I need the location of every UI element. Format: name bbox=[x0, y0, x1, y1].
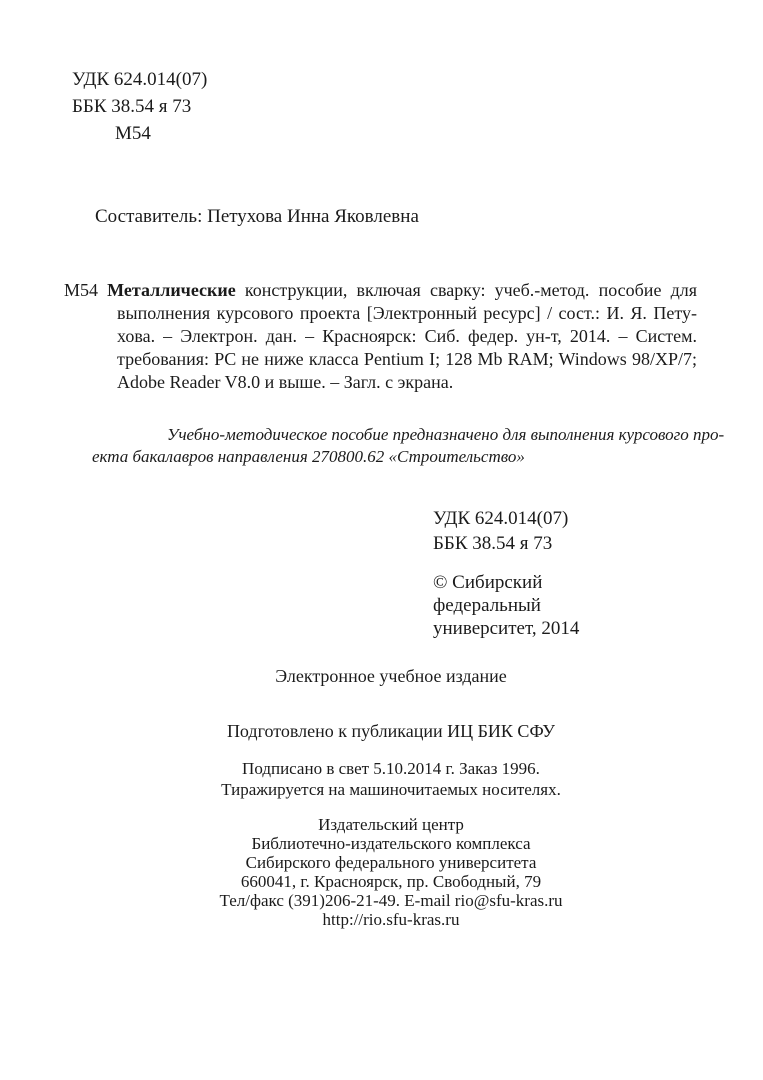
catalog-entry bbox=[64, 279, 697, 394]
annotation-line-2: екта бакалавров направления 270800.62 «Строительство» bbox=[92, 447, 525, 466]
compiler-line: Составитель: Петухова Инна Яковлевна bbox=[95, 206, 419, 227]
entry-line-5: Adobe Reader V8.0 и выше. – Загл. с экрана. bbox=[117, 372, 454, 392]
copyright-block bbox=[433, 571, 579, 640]
copyright-line-2: федеральный bbox=[433, 595, 541, 616]
annotation-line-1: Учебно-методическое пособие предназначено для выполнения курсового про- bbox=[167, 425, 725, 444]
entry-line-3: хова. – Электрон. дан. – Красноярск: Сиб. федер. ун-т, 2014. – Систем. bbox=[117, 326, 697, 346]
codes-block bbox=[433, 506, 568, 556]
entry-line-2: выполнения курсового проекта [Электронный ресурс] / сост.: И. Я. Пету- bbox=[117, 303, 697, 323]
entry-line-1 bbox=[64, 279, 697, 302]
publisher-block bbox=[72, 815, 710, 929]
publisher-line-1: Издательский центр bbox=[318, 815, 464, 834]
udk-code-top: УДК 624.014(07) bbox=[72, 69, 208, 90]
edition-note: Электронное учебное издание bbox=[275, 666, 507, 686]
publisher-line-3: Сибирского федерального университета bbox=[245, 853, 537, 872]
prepared-note: Подготовлено к публикации ИЦ БИК СФУ bbox=[226, 721, 556, 741]
publisher-line-4: 660041, г. Красноярск, пр. Свободный, 79 bbox=[240, 872, 542, 891]
annotation bbox=[92, 424, 725, 468]
udk-code: УДК 624.014(07) bbox=[433, 508, 569, 529]
header-codes bbox=[72, 66, 207, 120]
entry-line-1-rest: конструкции, включая сварку: учеб.-метод. пособие для bbox=[235, 280, 697, 300]
bbk-code-top: ББК 38.54 я 73 bbox=[72, 96, 192, 117]
release-line-1: Подписано в свет 5.10.2014 г. Заказ 1996. bbox=[242, 759, 540, 778]
publisher-line-2: Библиотечно-издательского комплекса bbox=[251, 834, 531, 853]
bbk-code: ББК 38.54 я 73 bbox=[433, 533, 553, 554]
entry-title-bold: Металлические bbox=[107, 280, 236, 300]
release-line-2: Тиражируется на машиночитаемых носителях. bbox=[221, 780, 561, 799]
copyright-line-3: университет, 2014 bbox=[433, 618, 580, 639]
author-sign: М54 bbox=[115, 123, 151, 144]
copyright-line-1: © Сибирский bbox=[433, 572, 543, 593]
release-info bbox=[72, 758, 710, 800]
publisher-phone-email: Тел/факс (391)206-21-49. E-mail rio@sfu-kras.ru bbox=[219, 891, 563, 910]
publisher-url: http://rio.sfu-kras.ru bbox=[322, 910, 460, 929]
entry-auth-sign: М54 bbox=[64, 280, 108, 300]
entry-line-4: требования: PC не ниже класса Pentium I; 128 Mb RAM; Windows 98/XP/7; bbox=[117, 349, 697, 369]
